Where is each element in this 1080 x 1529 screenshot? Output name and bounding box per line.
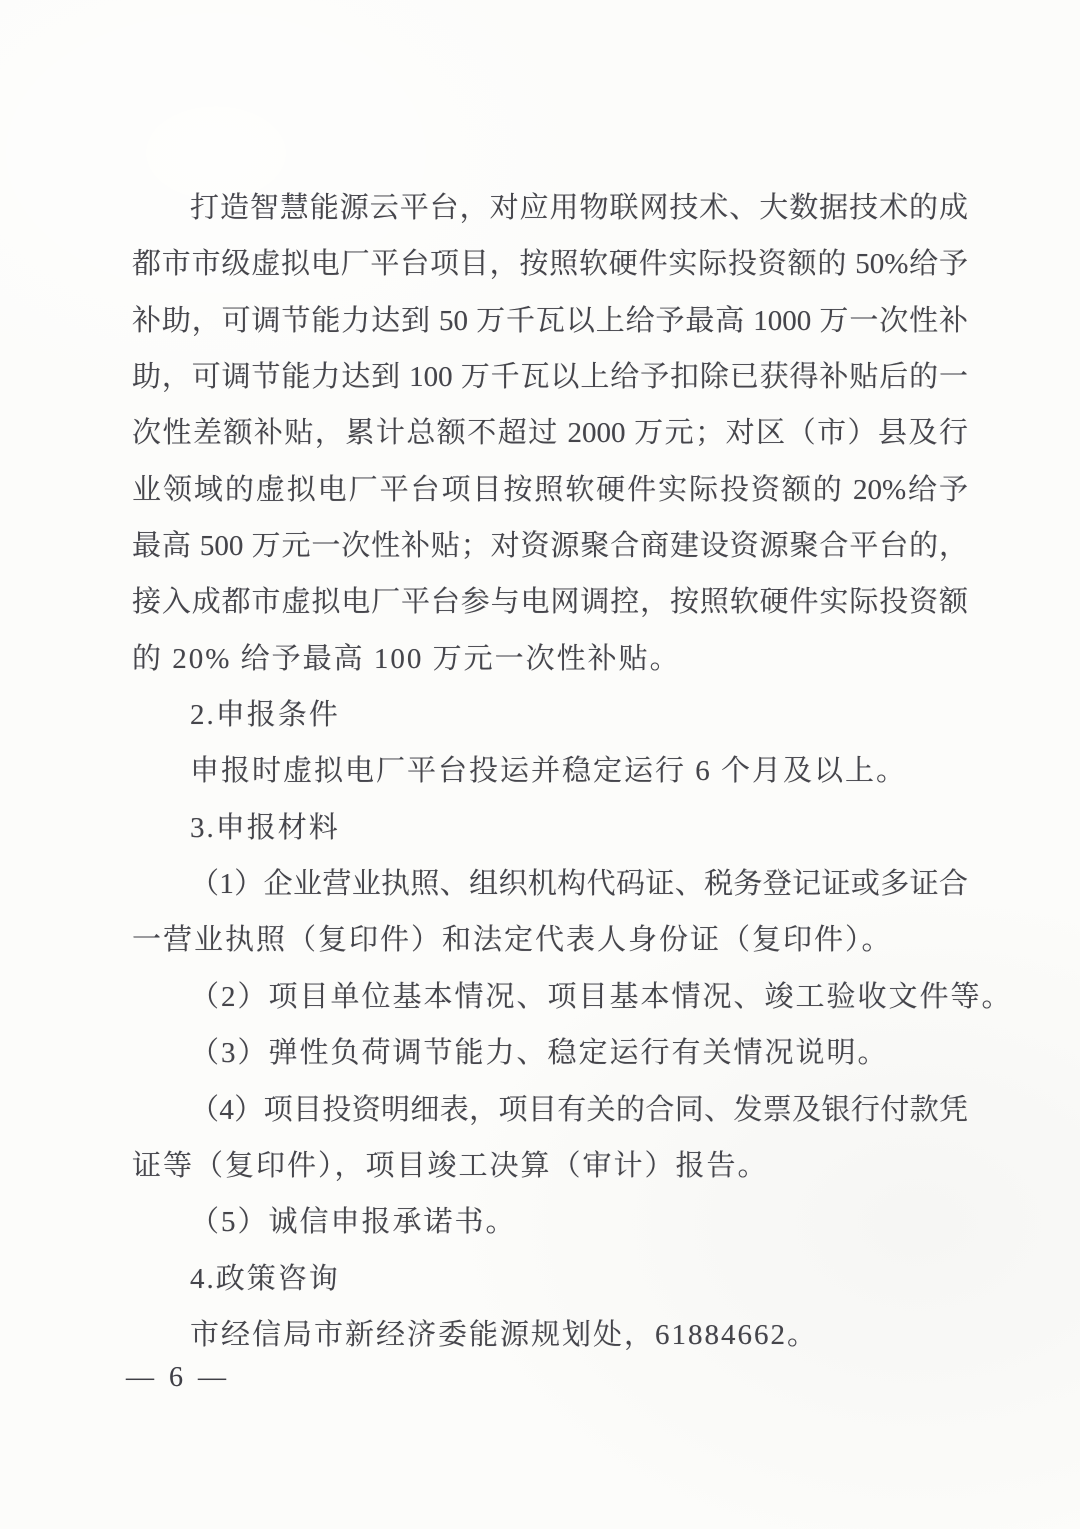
text-line: 助，可调节能力达到 100 万千瓦以上给予扣除已获得补贴后的一 — [132, 361, 968, 394]
text-line: 都市市级虚拟电厂平台项目，按照软硬件实际投资额的 50%给予 — [132, 248, 968, 281]
text-line: 3.申报材料 — [190, 811, 340, 844]
text-line: 一营业执照（复印件）和法定代表人身份证（复印件）。 — [132, 924, 893, 957]
text-line: （3）弹性负荷调节能力、稳定运行有关情况说明。 — [190, 1037, 889, 1070]
text-line: 申报时虚拟电厂平台投运并稳定运行 6 个月及以上。 — [190, 755, 908, 788]
text-line: 打造智慧能源云平台，对应用物联网技术、大数据技术的成 — [190, 192, 968, 224]
text-line: 2.申报条件 — [190, 699, 340, 732]
text-line: 证等（复印件），项目竣工决算（审计）报告。 — [132, 1149, 769, 1182]
text-line: 的 20% 给予最高 100 万元一次性补贴。 — [132, 642, 681, 675]
text-line: 最高 500 万元一次性补贴；对资源聚合商建设资源聚合平台的， — [132, 530, 968, 563]
text-line: （2）项目单位基本情况、项目基本情况、竣工验收文件等。 — [190, 980, 1013, 1013]
text-line: 次性差额补贴，累计总额不超过 2000 万元；对区（市）县及行 — [132, 417, 968, 450]
text-line: 补助，可调节能力达到 50 万千瓦以上给予最高 1000 万一次性补 — [132, 304, 968, 337]
text-line: （4）项目投资明细表，项目有关的合同、发票及银行付款凭 — [190, 1093, 968, 1126]
page-number: — 6 — — [126, 1362, 230, 1393]
text-line: 接入成都市虚拟电厂平台参与电网调控，按照软硬件实际投资额 — [132, 586, 968, 619]
text-line: 4.政策咨询 — [190, 1262, 340, 1295]
text-line: 业领域的虚拟电厂平台项目按照软硬件实际投资额的 20%给予 — [132, 473, 968, 506]
text-line: （5）诚信申报承诺书。 — [190, 1206, 517, 1239]
text-line: （1）企业营业执照、组织机构代码证、税务登记证或多证合 — [190, 868, 968, 901]
text-line: 市经信局市新经济委能源规划处，61884662。 — [190, 1318, 819, 1351]
document-body — [132, 180, 1013, 1363]
